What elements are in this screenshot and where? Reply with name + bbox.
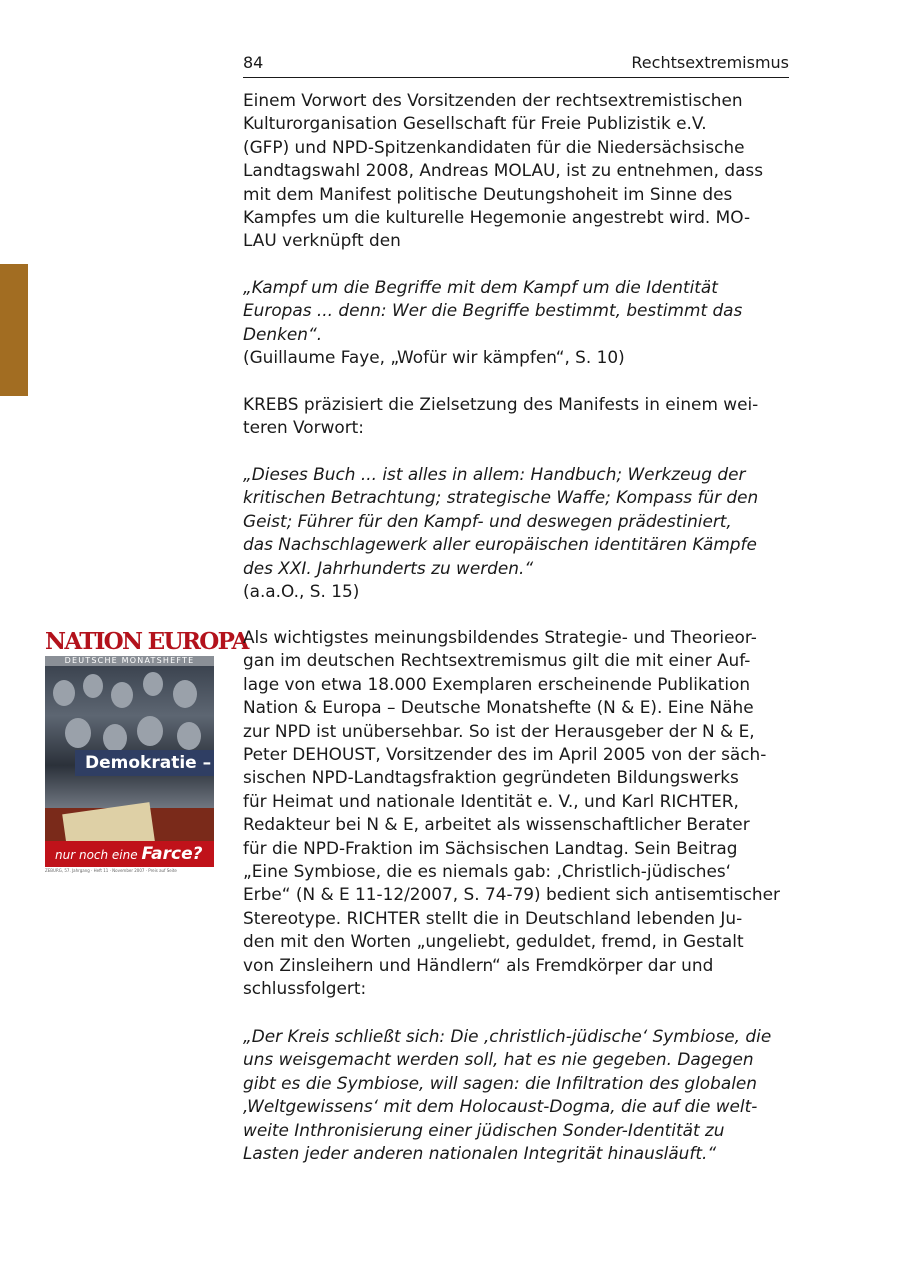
text-line: lage von etwa 18.000 Exemplaren erscheinende Publikation — [243, 673, 751, 694]
quote-line: ‚Weltgewissens‘ mit dem Holocaust-Dogma, die auf die welt- — [243, 1096, 758, 1117]
text-line: Einem Vorwort des Vorsitzenden der rechtsextremistischen — [243, 90, 743, 110]
cover-masthead: NATION EUROPA — [45, 628, 248, 655]
text-line: Peter DEHOUST, Vorsitzender des im April 2005 von der säch- — [243, 744, 767, 765]
paragraph-krebs — [243, 393, 789, 440]
text-line: Erbe“ (N & E 11-12/2007, S. 74-79) bedient sich antisemtischer — [243, 884, 780, 905]
text-line: „Eine Symbiose, die es niemals gab: ‚Christlich-jüdisches‘ — [243, 861, 732, 882]
quote-line: „Der Kreis schließt sich: Die ‚christlich-jüdische‘ Symbiose, die — [243, 1026, 772, 1046]
text-line: Redakteur bei N & E, arbeitet als wissenschaftlicher Berater — [243, 814, 750, 835]
text-line: KREBS präzisiert die Zielsetzung des Manifests in einem wei- — [243, 394, 759, 414]
text-line: (GFP) und NPD-Spitzenkandidaten für die Niedersächsische — [243, 136, 745, 157]
quote-line: uns weisgemacht werden soll, hat es nie gegeben. Dagegen — [243, 1049, 754, 1070]
quote-line: Geist; Führer für den Kampf- und deswegen prädestiniert, — [243, 510, 732, 531]
page-number: 84 — [243, 53, 264, 72]
cover-tagline — [45, 841, 214, 867]
text-line: Nation & Europa – Deutsche Monatshefte (N & E). Eine Nähe — [243, 697, 754, 718]
cover-footer: ZEBURG, 57. Jahrgang · Heft 11 · November 2007 · Preis auf Seite — [45, 867, 214, 875]
chapter-edge-tab — [0, 264, 28, 396]
quote-krebs — [243, 463, 789, 580]
text-line: mit dem Manifest politische Deutungshoheit im Sinne des — [243, 183, 733, 204]
source-line: (a.a.O., S. 15) — [243, 581, 360, 601]
cover-tag-small: nur noch eine — [55, 848, 138, 862]
text-line: Kampfes um die kulturelle Hegemonie angestrebt wird. MO- — [243, 207, 751, 228]
quote-line: Lasten jeder anderen nationalen Integrität hinausläuft.“ — [243, 1143, 717, 1164]
running-title: Rechtsextremismus — [631, 53, 789, 72]
text-line: schlussfolgert: — [243, 978, 367, 999]
text-line: Als wichtigstes meinungsbildendes Strategie- und Theorieor- — [243, 627, 757, 647]
quote-line: „Dieses Buch ... ist alles in allem: Handbuch; Werkzeug der — [243, 464, 746, 484]
nation-europa-cover-image — [45, 628, 248, 875]
paragraph-nation-europa — [243, 626, 789, 1001]
quote-faye — [243, 276, 789, 346]
quote-line: Denken“. — [243, 323, 323, 344]
cover-tag-big: Farce? — [141, 844, 203, 864]
text-line: teren Vorwort: — [243, 417, 364, 438]
cover-crowd-photo — [45, 666, 214, 808]
text-line: von Zinsleihern und Händlern“ als Fremdkörper dar und — [243, 954, 714, 975]
text-line: LAU verknüpft den — [243, 230, 401, 251]
text-line: für die NPD-Fraktion im Sächsischen Landtag. Sein Beitrag — [243, 837, 738, 858]
text-line: den mit den Worten „ungeliebt, geduldet, fremd, in Gestalt — [243, 931, 744, 952]
source-line: (Guillaume Faye, „Wofür wir kämpfen“, S. 10) — [243, 347, 625, 367]
cover-subtitle: DEUTSCHE MONATSHEFTE — [45, 656, 214, 666]
quote-line: kritischen Betrachtung; strategische Waffe; Kompass für den — [243, 487, 759, 508]
cover-headline: Demokratie – — [75, 750, 214, 776]
text-line: Stereotype. RICHTER stellt die in Deutschland lebenden Ju- — [243, 907, 743, 928]
text-line: gan im deutschen Rechtsextremismus gilt die mit einer Auf- — [243, 650, 751, 671]
page-header — [243, 53, 789, 78]
quote-richter — [243, 1025, 789, 1165]
quote-line: des XXI. Jahrhunderts zu werden.“ — [243, 557, 534, 578]
quote-line: gibt es die Symbiose, will sagen: die Infiltration des globalen — [243, 1072, 758, 1093]
text-line: Kulturorganisation Gesellschaft für Freie Publizistik e.V. — [243, 113, 707, 134]
source-faye — [243, 346, 789, 369]
text-line: sischen NPD-Landtagsfraktion gegründeten Bildungswerks — [243, 767, 739, 788]
paragraph-vorwort — [243, 89, 789, 253]
text-line: für Heimat und nationale Identität e. V., und Karl RICHTER, — [243, 790, 739, 811]
text-line: Landtagswahl 2008, Andreas MOLAU, ist zu entnehmen, dass — [243, 160, 764, 181]
quote-line: das Nachschlagewerk aller europäischen identitären Kämpfe — [243, 534, 757, 555]
quote-line: Europas ... denn: Wer die Begriffe bestimmt, bestimmt das — [243, 300, 743, 321]
quote-line: „Kampf um die Begriffe mit dem Kampf um die Identität — [243, 277, 718, 297]
text-line: zur NPD ist unübersehbar. So ist der Herausgeber der N & E, — [243, 720, 755, 741]
quote-line: weite Inthronisierung einer jüdischen Sonder-Identität zu — [243, 1119, 725, 1140]
source-krebs — [243, 580, 789, 603]
